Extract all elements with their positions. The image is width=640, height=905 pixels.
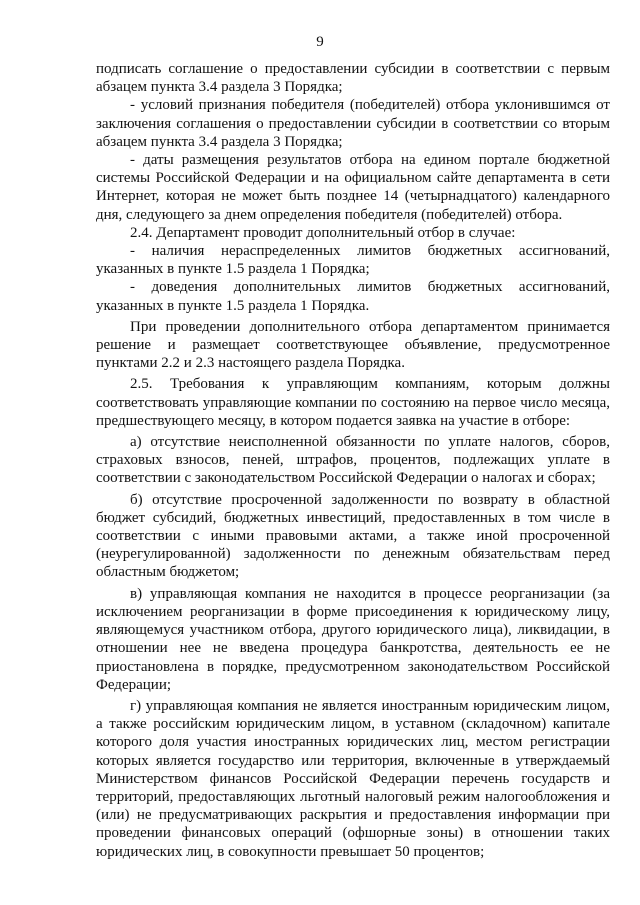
paragraph-unallocated-limits: - наличия нераспределенных лимитов бюджетных ассигнований, указанных в пункте 1.5 раздела 1 Порядка; bbox=[96, 243, 610, 278]
page-number: 9 bbox=[316, 34, 324, 50]
requirement-g-foreign-entity: г) управляющая компания не является иностранным юридическим лицом, а также российским юридическим лицом, в уставном (складочном) капитале которого доля участия иностранных юридических лиц, местом регистрации которых является государство или территория, включенные в утверждаемый Министерством финансов Российской Федерации перечень государств и территорий, предоставляющих льготный налоговый режим налогообложения и (или) не предусматривающих раскрытия и предоставления информации при проведении финансовых операций (офшорные зоны) в отношении таких юридических лиц, в совокупности превышает 50 процентов; bbox=[96, 697, 610, 860]
section-2-4-heading: 2.4. Департамент проводит дополнительный отбор в случае: bbox=[130, 224, 516, 241]
paragraph-subsidy-agreement-first-paragraph: подписать соглашение о предоставлении субсидии в соответствии с первым абзацем пункта 3.4 раздела 3 Порядка; bbox=[96, 61, 610, 96]
section-2-5-requirements: 2.5. Требования к управляющим компаниям, которым должны соответствовать управляющие компании по состоянию на первое число месяца, предшествующего месяцу, в котором подается заявка на участие в отборе: bbox=[96, 376, 610, 429]
paragraph-results-publication-date: - даты размещения результатов отбора на едином портале бюджетной системы Российской Федерации и на официальном сайте департамента в сети Интернет, которая не может быть позднее 14 (четырнадцатого) календарного дня, следующего за днем определения победителя (победителей) отбора. bbox=[96, 152, 610, 223]
paragraph-additional-limits: - доведения дополнительных лимитов бюджетных ассигнований, указанных в пункте 1.5 раздела 1 Порядка. bbox=[96, 279, 610, 314]
document-body bbox=[96, 60, 610, 861]
paragraph-winner-evasion-condition: - условий признания победителя (победителей) отбора уклонившимся от заключения соглашения о предоставлении субсидии в соответствии со вторым абзацем пункта 3.4 раздела 3 Порядка; bbox=[96, 97, 610, 150]
paragraph-additional-selection-decision: При проведении дополнительного отбора департаментом принимается решение и размещает соответствующее объявление, предусмотренное пунктами 2.2 и 2.3 настоящего раздела Порядка. bbox=[96, 318, 610, 372]
requirement-a-tax-obligations: а) отсутствие неисполненной обязанности по уплате налогов, сборов, страховых взносов, пеней, штрафов, процентов, подлежащих уплате в соответствии с законодательством Российской Федерации о налогах и сборах; bbox=[96, 434, 610, 487]
requirement-c-reorganization-liquidation: в) управляющая компания не находится в процессе реорганизации (за исключением реорганизации в форме присоединения к юридическому лицу, являющемуся участником отбора, другого юридического лица), ликвидации, в отношении нее не введена процедура банкротства, деятельность ее не приостановлена в порядке, предусмотренном законодательством Российской Федерации; bbox=[96, 585, 610, 693]
requirement-b-budget-debt: б) отсутствие просроченной задолженности по возврату в областной бюджет субсидий, бюджетных инвестиций, предоставленных в том числе в соответствии с иными правовыми актами, а также иной просроченной (неурегулированной) задолженности по денежным обязательствам перед областным бюджетом; bbox=[96, 491, 610, 581]
